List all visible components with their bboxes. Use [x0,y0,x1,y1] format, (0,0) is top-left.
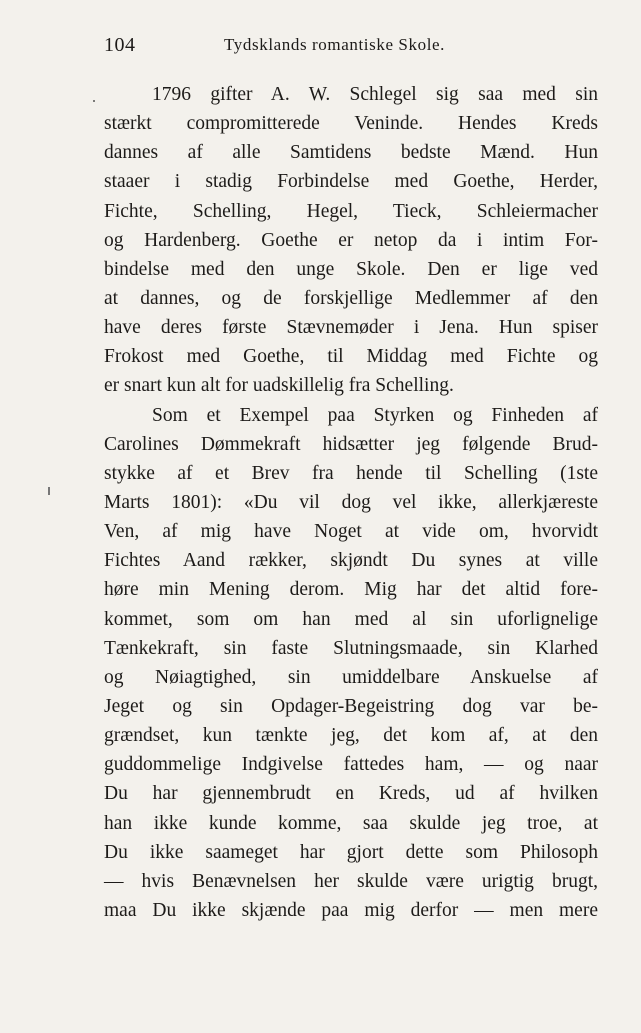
text-line: 1796 gifter A. W. Schlegel sig saa med sin [152,84,598,105]
text-line: er snart kun alt for uadskillelig fra Schelling. [104,375,454,397]
text-line: kommet, som om han med al sin uforlignelige [104,608,598,630]
text-line: Marts 1801): «Du vil dog vel ikke, allerkjæreste [104,491,598,513]
text-line: og Nøiagtighed, sin umiddelbare Anskuelse af [104,666,598,688]
text-line: han ikke kunde komme, saa skulde jeg troe, at [104,812,598,834]
text-line: Fichte, Schelling, Hegel, Tieck, Schleiermacher [104,200,598,222]
text-line: stærkt compromitterede Veninde. Hendes Kreds [104,113,598,135]
text-line: Du ikke saameget har gjort dette som Philosoph [104,841,598,863]
text-line: høre min Mening derom. Mig har det altid fore- [104,579,598,601]
text-line: guddommelige Indgivelse fattedes ham, — og naar [104,754,598,776]
text-line: Fichtes Aand rækker, skjøndt Du synes at ville [104,550,598,572]
text-line: og Hardenberg. Goethe er netop da i intim For- [104,229,598,251]
text-line: Jeget og sin Opdager-Begeistring dog var be- [104,695,598,717]
text-line: — hvis Benævnelsen her skulde være urigtig brugt, [104,870,598,892]
running-title: Tydsklands romantiske Skole. [224,35,446,54]
text-line: grændset, kun tænkte jeg, det kom af, at den [104,725,598,747]
page-number: 104 [104,34,136,56]
body-text [104,80,598,925]
text-line: staaer i stadig Forbindelse med Goethe, Herder, [104,171,598,193]
text-line: have deres første Stævnemøder i Jena. Hun spiser [104,317,598,339]
text-line: Carolines Dømmekraft hidsætter jeg følgende Brud- [104,433,598,455]
text-line: Som et Exempel paa Styrken og Finheden af [152,404,598,426]
text-line: stykke af et Brev fra hende til Schelling (1ste [104,462,598,484]
print-speck [93,100,95,102]
text-line: maa Du ikke skjænde paa mig derfor — men mere [104,899,598,921]
text-line: Frokost med Goethe, til Middag med Fichte og [104,346,598,368]
gutter-mark [48,487,50,495]
text-line: dannes af alle Samtidens bedste Mænd. Hun [104,142,598,164]
text-line: bindelse med den unge Skole. Den er lige ved [104,258,598,280]
running-header [104,32,598,60]
text-line: Du har gjennembrudt en Kreds, ud af hvilken [104,783,598,805]
text-line: at dannes, og de forskjellige Medlemmer af den [104,287,598,309]
text-line: Ven, af mig have Noget at vide om, hvorvidt [104,521,598,543]
text-line: Tænkekraft, sin faste Slutningsmaade, sin Klarhed [104,637,598,659]
